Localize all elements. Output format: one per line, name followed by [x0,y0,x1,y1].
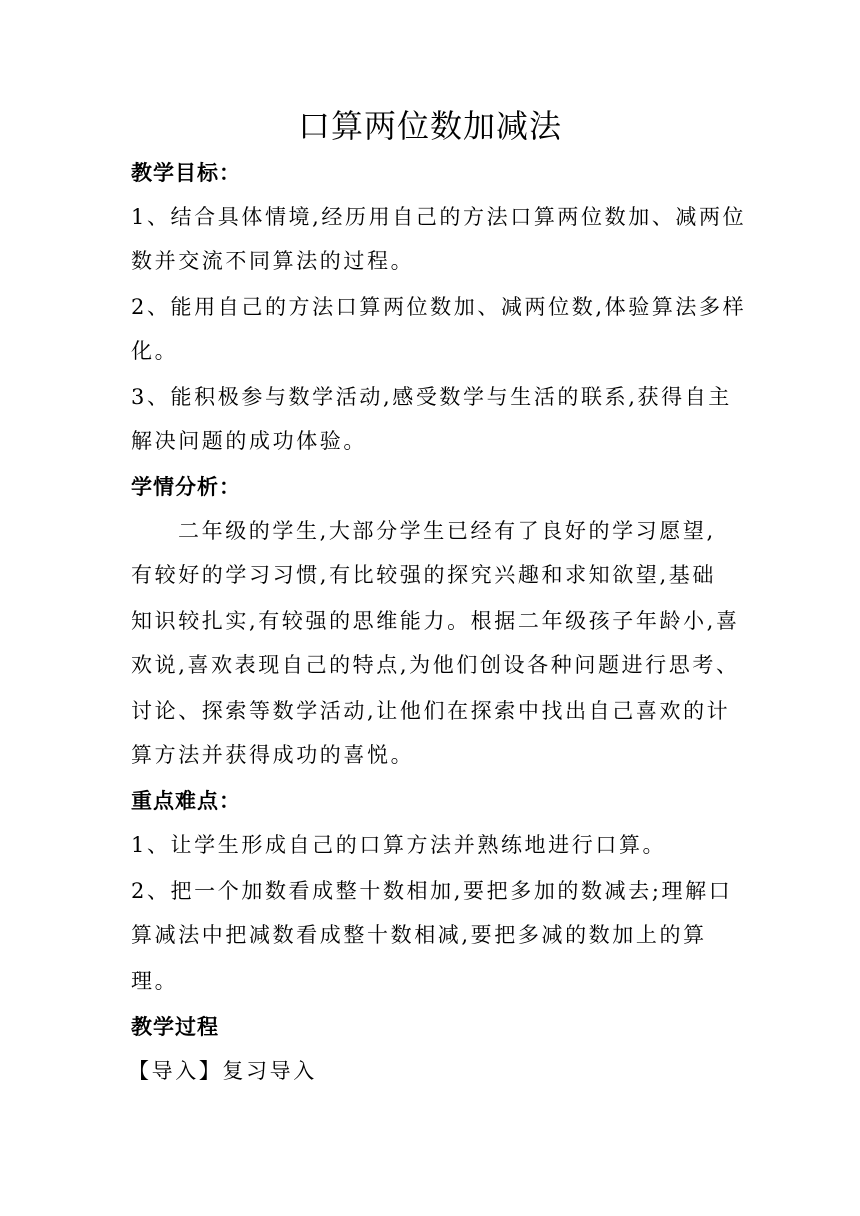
analysis-line: 知识较扎实,有较强的思维能力。根据二年级孩子年龄小,喜 [131,609,740,633]
analysis-line: 二年级的学生,大部分学生已经有了良好的学习愿望, [178,519,716,543]
objectives-line: 解决问题的成功体验。 [131,429,367,453]
key-points-line: 2、把一个加数看成整十数相加,要把多加的数减去;理解口 [131,879,733,903]
analysis-heading: 学情分析： [131,475,241,499]
key-points-line: 理。 [131,969,179,993]
analysis-line: 算方法并获得成功的喜悦。 [131,743,415,767]
page-title: 口算两位数加减法 [297,107,562,145]
objectives-heading: 教学目标： [131,161,241,185]
analysis-line: 有较好的学习习惯,有比较强的探究兴趣和求知欲望,基础 [131,563,716,587]
analysis-line: 欢说,喜欢表现自己的特点,为他们创设各种问题进行思考、 [131,653,740,677]
key-points-line: 1、让学生形成自己的口算方法并熟练地进行口算。 [131,833,667,857]
objectives-line: 2、能用自己的方法口算两位数加、减两位数,体验算法多样 [131,295,747,319]
objectives-line: 化。 [131,339,179,363]
objectives-line: 数并交流不同算法的过程。 [131,249,415,273]
process-heading: 教学过程 [131,1015,219,1039]
key-points-line: 算减法中把减数看成整十数相减,要把多减的数加上的算 [131,923,707,947]
process-line: 【导入】复习导入 [128,1059,317,1083]
objectives-line: 3、能积极参与数学活动,感受数学与生活的联系,获得自主 [131,385,732,409]
key-points-heading: 重点难点： [131,789,241,813]
objectives-line: 1、结合具体情境,经历用自己的方法口算两位数加、减两位 [131,205,747,229]
analysis-line: 讨论、探索等数学活动,让他们在探索中找出自己喜欢的计 [131,699,731,723]
